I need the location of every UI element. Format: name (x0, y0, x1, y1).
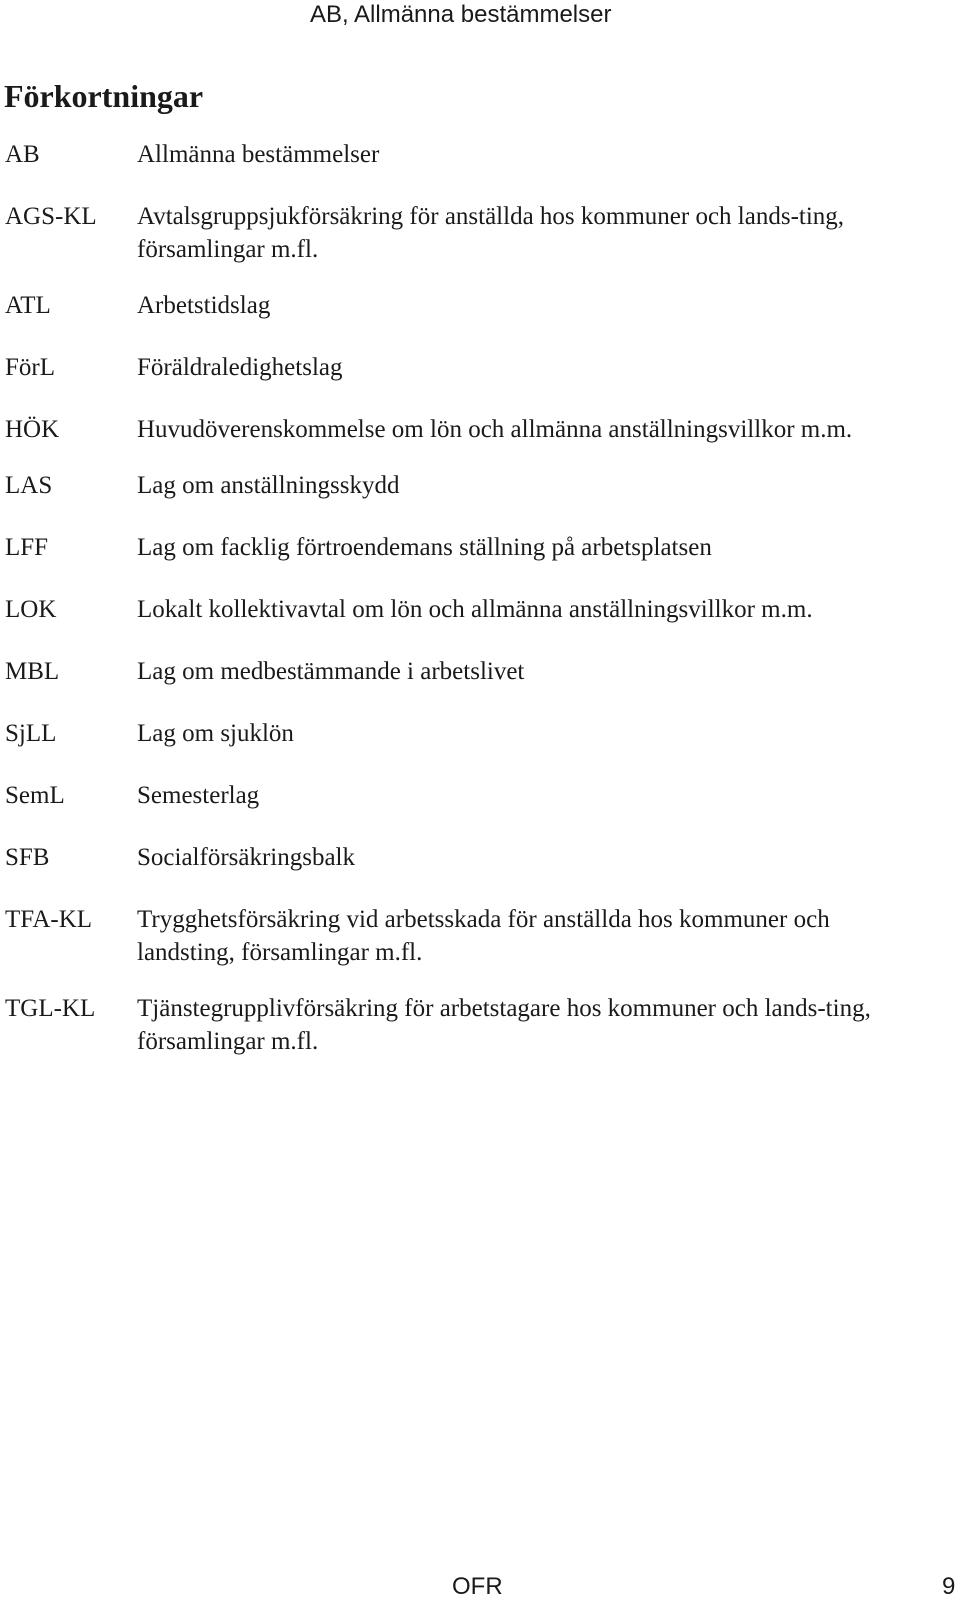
abbreviation-term: SFB (5, 844, 50, 871)
abbreviation-term: AGS-KL (5, 203, 97, 230)
abbreviation-term: TGL-KL (5, 995, 96, 1022)
abbreviation-definition: Trygghetsförsäkring vid arbetsskada för anställda hos kommuner och landsting, församlingar m.fl. (137, 906, 830, 966)
abbreviation-list (0, 135, 960, 1061)
abbreviation-row (0, 776, 960, 815)
footer-publisher: OFR (452, 1573, 503, 1600)
abbreviation-definition: Semesterlag (137, 782, 260, 809)
abbreviation-definition: Föräldraledighetslag (137, 354, 343, 381)
section-title: Förkortningar (4, 78, 204, 114)
abbreviation-row (0, 135, 960, 174)
abbreviation-term: HÖK (5, 416, 60, 443)
running-header: AB, Allmänna bestämmelser (310, 1, 612, 28)
abbreviation-term: ATL (5, 292, 51, 319)
abbreviation-definition: Lokalt kollektivavtal om lön och allmänna anställningsvillkor m.m. (137, 596, 813, 623)
abbreviation-row (0, 652, 960, 691)
abbreviation-definition: Huvudöverenskommelse om lön och allmänna anställningsvillkor m.m. (137, 416, 853, 443)
abbreviation-definition: Lag om facklig förtroendemans ställning på arbetsplatsen (137, 534, 712, 561)
abbreviation-row (0, 197, 960, 269)
abbreviation-term: AB (5, 141, 40, 168)
abbreviation-definition: Allmänna bestämmelser (137, 141, 380, 168)
abbreviation-definition: Arbetstidslag (137, 292, 271, 319)
page-number: 9 (942, 1573, 956, 1600)
abbreviation-definition: Lag om medbestämmande i arbetslivet (137, 658, 525, 685)
abbreviation-row (0, 466, 960, 505)
abbreviation-definition: Lag om sjuklön (137, 720, 294, 747)
abbreviation-term: TFA-KL (5, 906, 93, 933)
abbreviation-definition: Tjänstegrupplivförsäkring för arbetstagare hos kommuner och lands-ting, församlingar m.fl. (137, 995, 871, 1055)
abbreviation-term: MBL (5, 658, 60, 685)
abbreviation-term: LFF (5, 534, 49, 561)
abbreviation-row (0, 348, 960, 387)
abbreviation-row (0, 528, 960, 567)
abbreviation-term: LAS (5, 472, 53, 499)
abbreviation-row (0, 900, 960, 972)
abbreviation-row (0, 410, 960, 449)
abbreviation-term: FörL (5, 354, 55, 381)
abbreviation-definition: Socialförsäkringsbalk (137, 844, 356, 871)
abbreviation-definition: Avtalsgruppsjukförsäkring för anställda hos kommuner och lands-ting, församlingar m.fl. (137, 203, 845, 263)
abbreviation-row (0, 714, 960, 753)
abbreviation-term: LOK (5, 596, 57, 623)
abbreviation-row (0, 590, 960, 629)
abbreviation-term: SjLL (5, 720, 57, 747)
abbreviation-definition: Lag om anställningsskydd (137, 472, 400, 499)
abbreviation-term: SemL (5, 782, 65, 809)
abbreviation-row (0, 286, 960, 325)
abbreviation-row (0, 838, 960, 877)
abbreviation-row (0, 989, 960, 1061)
